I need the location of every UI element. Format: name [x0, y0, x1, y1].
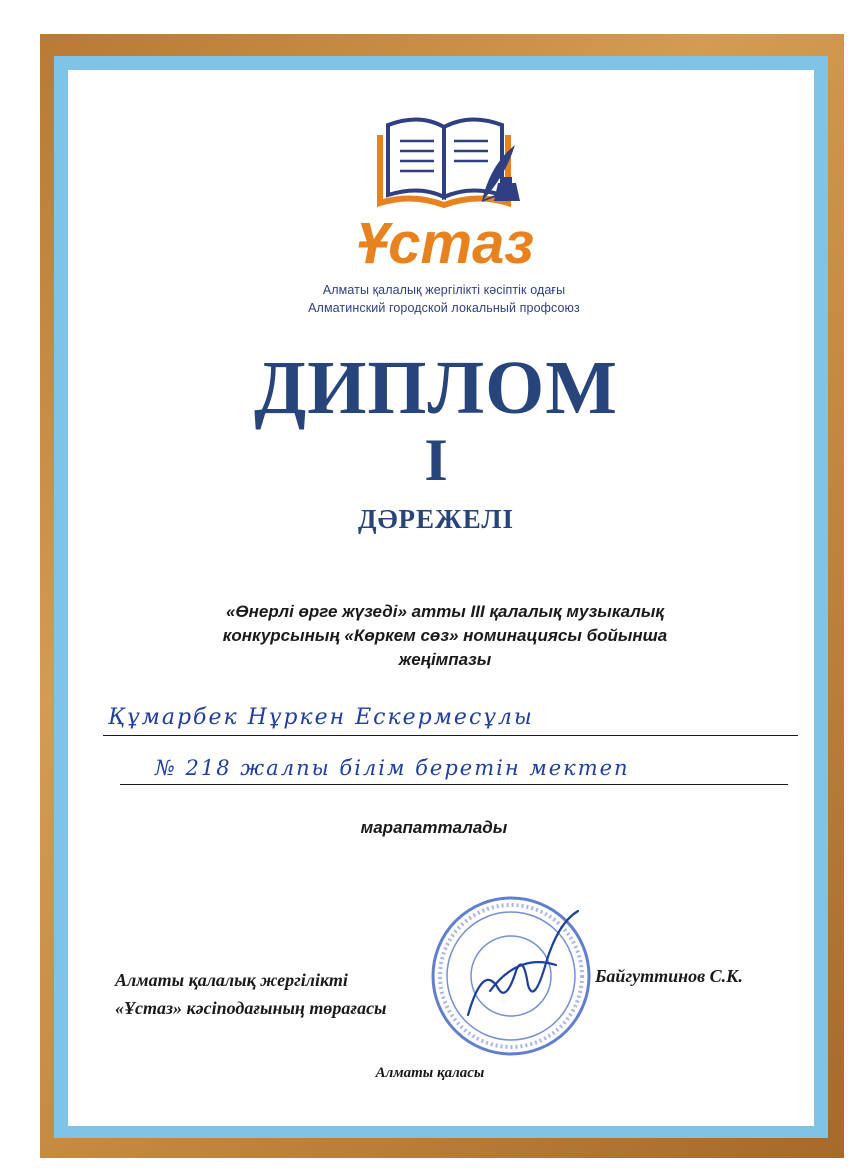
- recipient-school-line: [120, 784, 788, 785]
- award-description: [120, 600, 770, 672]
- signatory-title: [115, 966, 387, 1022]
- description-line-3: жеңімпазы: [398, 650, 492, 669]
- logo-wordmark: Ұстаз: [356, 211, 534, 276]
- awarded-text: марапатталады: [360, 818, 508, 837]
- recipient-name-line: [103, 735, 798, 736]
- ustaz-logo: [340, 105, 550, 280]
- description-line-1: «Өнерлі өрге жүзеді» атты III қалалық музыкалық: [225, 602, 665, 621]
- description-line-2: конкурсының «Көркем сөз» номинациясы бойынша: [222, 626, 668, 645]
- organization-name-ru: Алматинский городской локальный профсоюз: [308, 301, 580, 315]
- recipient-name: Құмарбек Нұркен Ескермесұлы: [108, 705, 534, 730]
- diploma-title: ДИПЛОМ: [254, 346, 618, 430]
- official-stamp: [428, 893, 594, 1059]
- signatory-title-line-1: Алматы қалалық жергілікті: [115, 970, 348, 990]
- city-name: Алматы қаласы: [375, 1065, 485, 1081]
- signatory-title-line-2: «Ұстаз» кәсіподағының төрағасы: [115, 998, 387, 1018]
- signatory-name: Байгуттинов С.К.: [595, 966, 743, 986]
- diploma-degree: I: [424, 427, 448, 493]
- diploma-degree-label: ДӘРЕЖЕЛІ: [358, 504, 514, 534]
- recipient-school: № 218 жалпы білім беретін мектеп: [155, 756, 630, 780]
- signature-icon: [468, 911, 578, 1015]
- organization-name-kz: Алматы қалалық жергілікті кәсіптік одағы: [322, 283, 566, 297]
